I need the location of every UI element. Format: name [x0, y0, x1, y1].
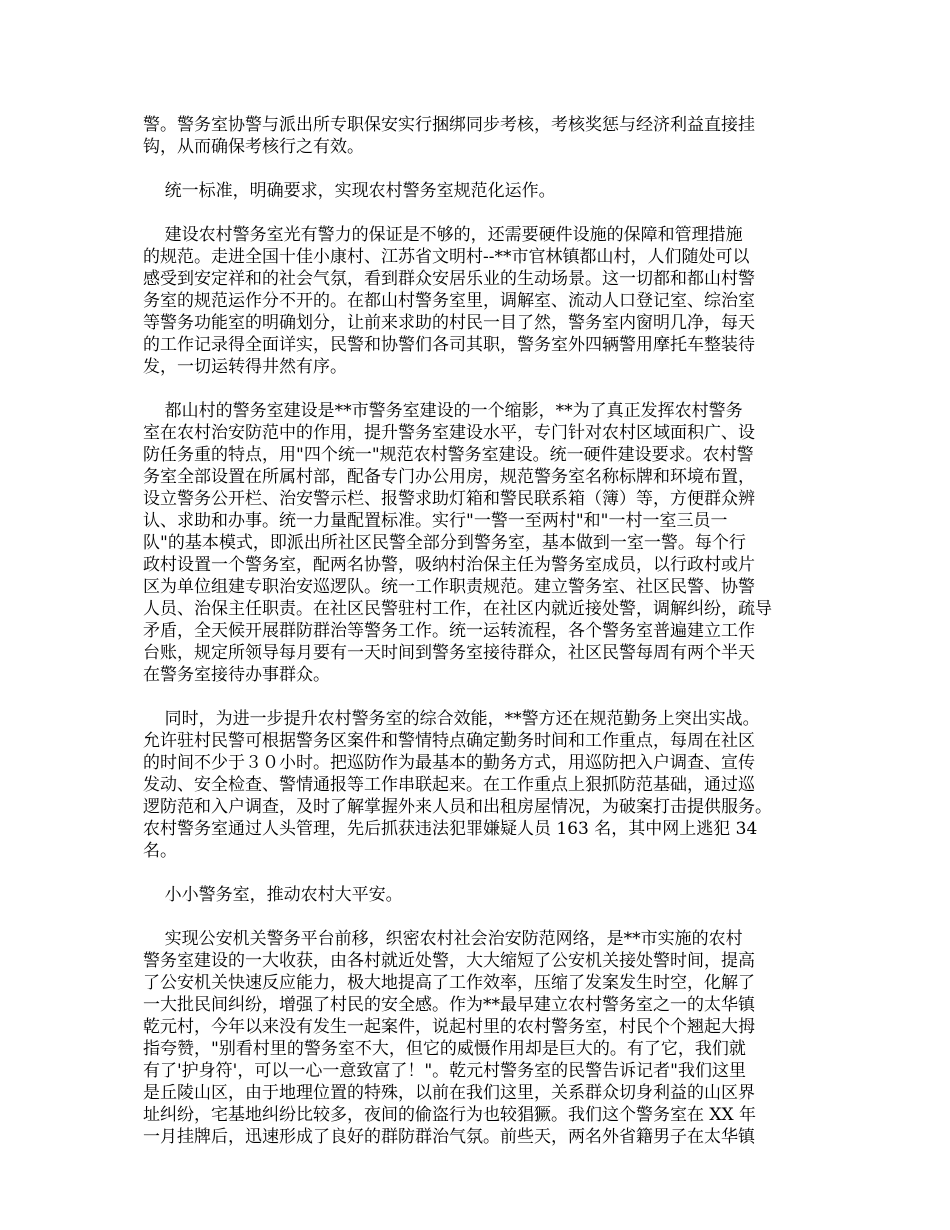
text-line: 人员、治保主任职责。在社区民警驻村工作，在社区内就近接处警，调解纠纷，疏导 — [143, 599, 772, 619]
text-line: 政村设置一个警务室，配两名协警，吸纳村治保主任为警务室成员，以行政村或片 — [143, 555, 755, 575]
text-line: 允许驻村民警可根据警务区案件和警情特点确定勤务时间和工作重点，每周在社区 — [143, 731, 755, 751]
text-line: 农村警务室通过人头管理，先后抓获违法犯罪嫌疑人员 163 名，其中网上逃犯 34 — [143, 819, 758, 839]
text-line: 同时，为进一步提升农村警务室的综合效能，**警方还在规范勤务上突出实战。 — [143, 709, 760, 729]
text-line: 务室全部设置在所属村部，配备专门办公用房，规范警务室名称标牌和环境布置， — [143, 467, 755, 487]
text-line: 认、求助和办事。统一力量配置标准。实行"一警一至两村"和"一村一室三员一 — [143, 511, 728, 531]
text-line: 警务室建设的一大收获，由各村就近处警，大大缩短了公安机关接处警时间，提高 — [143, 951, 755, 971]
text-line: 一月挂牌后，迅速形成了良好的群防群治气氛。前些天，两名外省籍男子在太华镇 — [143, 1127, 755, 1147]
text-line: 的工作记录得全面详实，民警和协警们各司其职，警务室外四辆警用摩托车整装待 — [143, 335, 755, 355]
text-line: 区为单位组建专职治安巡逻队。统一工作职责规范。建立警务室、社区民警、协警 — [143, 577, 755, 597]
text-line: 的规范。走进全国十佳小康村、江苏省文明村--**市官林镇都山村，人们随处可以 — [143, 247, 750, 267]
text-line: 钩，从而确保考核行之有效。 — [143, 137, 364, 157]
text-line: 台账，规定所领导每月要有一天时间到警务室接待群众，社区民警每周有两个半天 — [143, 643, 755, 663]
text-line: 等警务功能室的明确划分，让前来求助的村民一目了然，警务室内窗明几净，每天 — [143, 313, 755, 333]
text-line: 实现公安机关警务平台前移，织密农村社会治安防范网络，是**市实施的农村 — [143, 929, 743, 949]
text-line: 都山村的警务室建设是**市警务室建设的一个缩影，**为了真正发挥农村警务 — [143, 401, 743, 421]
text-line: 警。警务室协警与派出所专职保安实行捆绑同步考核，考核奖惩与经济利益直接挂 — [143, 115, 755, 135]
text-line: 设立警务公开栏、治安警示栏、报警求助灯箱和警民联系箱（簿）等，方便群众辨 — [143, 489, 755, 509]
text-line: 发动、安全检查、警情通报等工作串联起来。在工作重点上狠抓防范基础，通过巡 — [143, 775, 755, 795]
text-line: 感受到安定祥和的社会气氛，看到群众安居乐业的生动场景。这一切都和都山村警 — [143, 269, 755, 289]
text-line: 防任务重的特点，用"四个统一"规范农村警务室建设。统一硬件建设要求。农村警 — [143, 445, 754, 465]
text-line: 队"的基本模式，即派出所社区民警全部分到警务室，基本做到一室一警。每个行 — [143, 533, 746, 553]
text-line: 了公安机关快速反应能力，极大地提高了工作效率，压缩了发案发生时空，化解了 — [143, 973, 755, 993]
text-line: 一大批民间纠纷，增强了村民的安全感。作为**最早建立农村警务室之一的太华镇 — [143, 995, 755, 1015]
text-line: 指夸赞，"别看村里的警务室不大，但它的威慑作用却是巨大的。有了它，我们就 — [143, 1039, 746, 1059]
text-line: 在警务室接待办事群众。 — [143, 665, 330, 685]
section-heading: 小小警务室，推动农村大平安。 — [143, 885, 403, 905]
text-line: 乾元村，今年以来没有发生一起案件，说起村里的农村警务室，村民个个翘起大拇 — [143, 1017, 755, 1037]
section-heading: 统一标准，明确要求，实现农村警务室规范化运作。 — [143, 181, 556, 201]
text-line: 名。 — [143, 841, 177, 861]
text-line: 的时间不少于３０小时。把巡防作为最基本的勤务方式，用巡防把入户调查、宣传 — [143, 753, 755, 773]
text-line: 务室的规范运作分不开的。在都山村警务室里，调解室、流动人口登记室、综治室 — [143, 291, 755, 311]
text-line: 室在农村治安防范中的作用，提升警务室建设水平，专门针对农村区域面积广、设 — [143, 423, 755, 443]
text-line: 有了'护身符'，可以一心一意致富了！"。乾元村警务室的民警告诉记者"我们这里 — [143, 1061, 746, 1081]
text-line: 逻防范和入户调查，及时了解掌握外来人员和出租房屋情况，为破案打击提供服务。 — [143, 797, 772, 817]
text-line: 建设农村警务室光有警力的保证是不够的，还需要硬件设施的保障和管理措施 — [143, 225, 743, 245]
text-line: 是丘陵山区，由于地理位置的特殊，以前在我们这里，关系群众切身利益的山区界 — [143, 1083, 755, 1103]
text-line: 发，一切运转得井然有序。 — [143, 357, 347, 377]
text-line: 址纠纷，宅基地纠纷比较多，夜间的偷盗行为也较猖獗。我们这个警务室在 XX 年 — [143, 1105, 757, 1125]
text-line: 矛盾，全天候开展群防群治等警务工作。统一运转流程，各个警务室普遍建立工作 — [143, 621, 755, 641]
